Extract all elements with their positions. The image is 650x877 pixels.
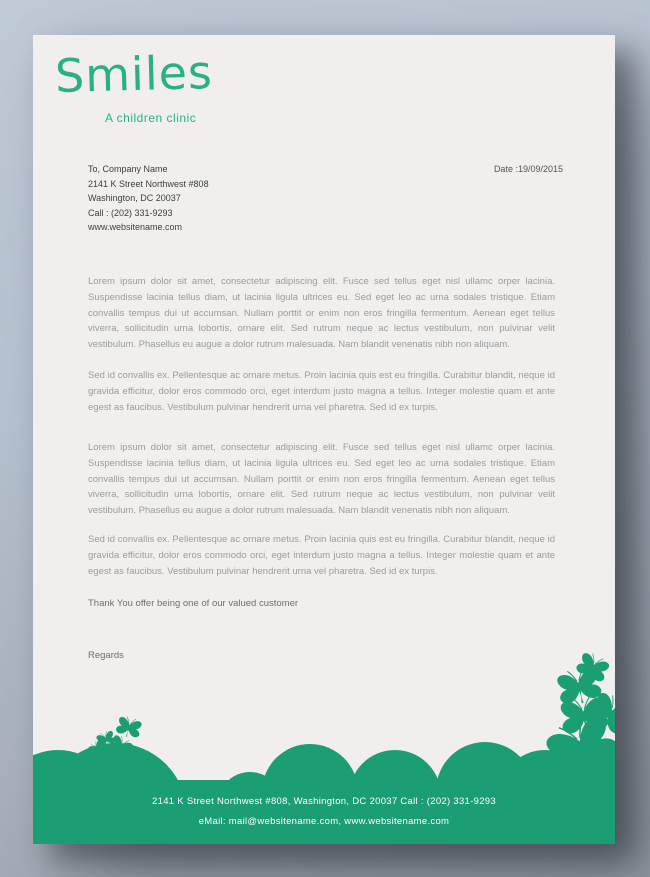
date-label: Date :19/09/2015 (493, 164, 563, 174)
footer-contact-line: eMail: mail@websitename.com, www.websitename.com (198, 816, 450, 827)
logo-text: Smiles (54, 44, 214, 104)
recipient-block (88, 162, 209, 235)
footer-block (33, 792, 615, 832)
recipient-street-line: 2141 K Street Northwest #808 (88, 178, 209, 189)
closing-line: Thank You offer being one of our valued customer (88, 598, 299, 609)
signoff-line: Regards (88, 650, 124, 661)
body-paragraph: Lorem ipsum dolor sit amet, consectetur adipiscing elit. Fusce sed tellus eget nisl ullamc orper lacinia. Suspendisse lacinia tellus diam, ut lacinia ligula ultrices eu. Sed eget leo ac urna sodales tristique. Etiam convallis tempus dui ut accumsan. Nullam porttit or enim non eros fringilla fermentum. Aenean eget tellus viverra, sollicitudin urna lobortis, ornare elit. Sed rutrum neque ac lectus vestibulum, non pulvinar velit vestibulum. Phasellus eu augue a dolor rutrum malesuada. Nam blandit venenatis nibh non aliquam. (88, 442, 555, 517)
recipient-website-line: www.websitename.com (88, 222, 183, 232)
logo-tagline: A children clinic (105, 111, 197, 125)
footer-address-line: 2141 K Street Northwest #808, Washington, DC 20037 Call : (202) 331-9293 (152, 796, 496, 807)
letter-paper (33, 35, 615, 844)
recipient-name-line: To, Company Name (88, 164, 168, 174)
recipient-city-line: Washington, DC 20037 (88, 193, 181, 203)
body-paragraph: Sed id convallis ex. Pellentesque ac ornare metus. Proin lacinia quis est eu fringilla. Curabitur blandit, neque id gravida efficitur, dolor eros commodo orci, eget interdum justo magna a tellus. Integer molestie quam et ante egest as faucibus. Vestibulum pulvinar hendrerit urna vel pharetra. Sed id ex turpis. (88, 534, 555, 577)
recipient-phone-line: Call : (202) 331-9293 (88, 207, 173, 218)
body-paragraph: Sed id convallis ex. Pellentesque ac ornare metus. Proin lacinia quis est eu fringilla. Curabitur blandit, neque id gravida efficitur, dolor eros commodo orci, eget interdum justo magna a tellus. Integer molestie quam et ante egest as faucibus. Vestibulum pulvinar hendrerit urna vel pharetra. Sed id ex turpis. (88, 370, 555, 413)
body-paragraph: Lorem ipsum dolor sit amet, consectetur adipiscing elit. Fusce sed tellus eget nisl ullamc orper lacinia. Suspendisse lacinia tellus diam, ut lacinia ligula ultrices eu. Sed eget leo ac urna sodales tristique. Etiam convallis tempus dui ut accumsan. Nullam porttit or enim non eros fringilla fermentum. Aenean eget tellus viverra, sollicitudin urna lobortis, ornare elit. Sed rutrum neque ac lectus vestibulum, non pulvinar velit vestibulum. Phasellus eu augue a dolor rutrum malesuada. Nam blandit venenatis nibh non aliquam. (88, 276, 555, 351)
